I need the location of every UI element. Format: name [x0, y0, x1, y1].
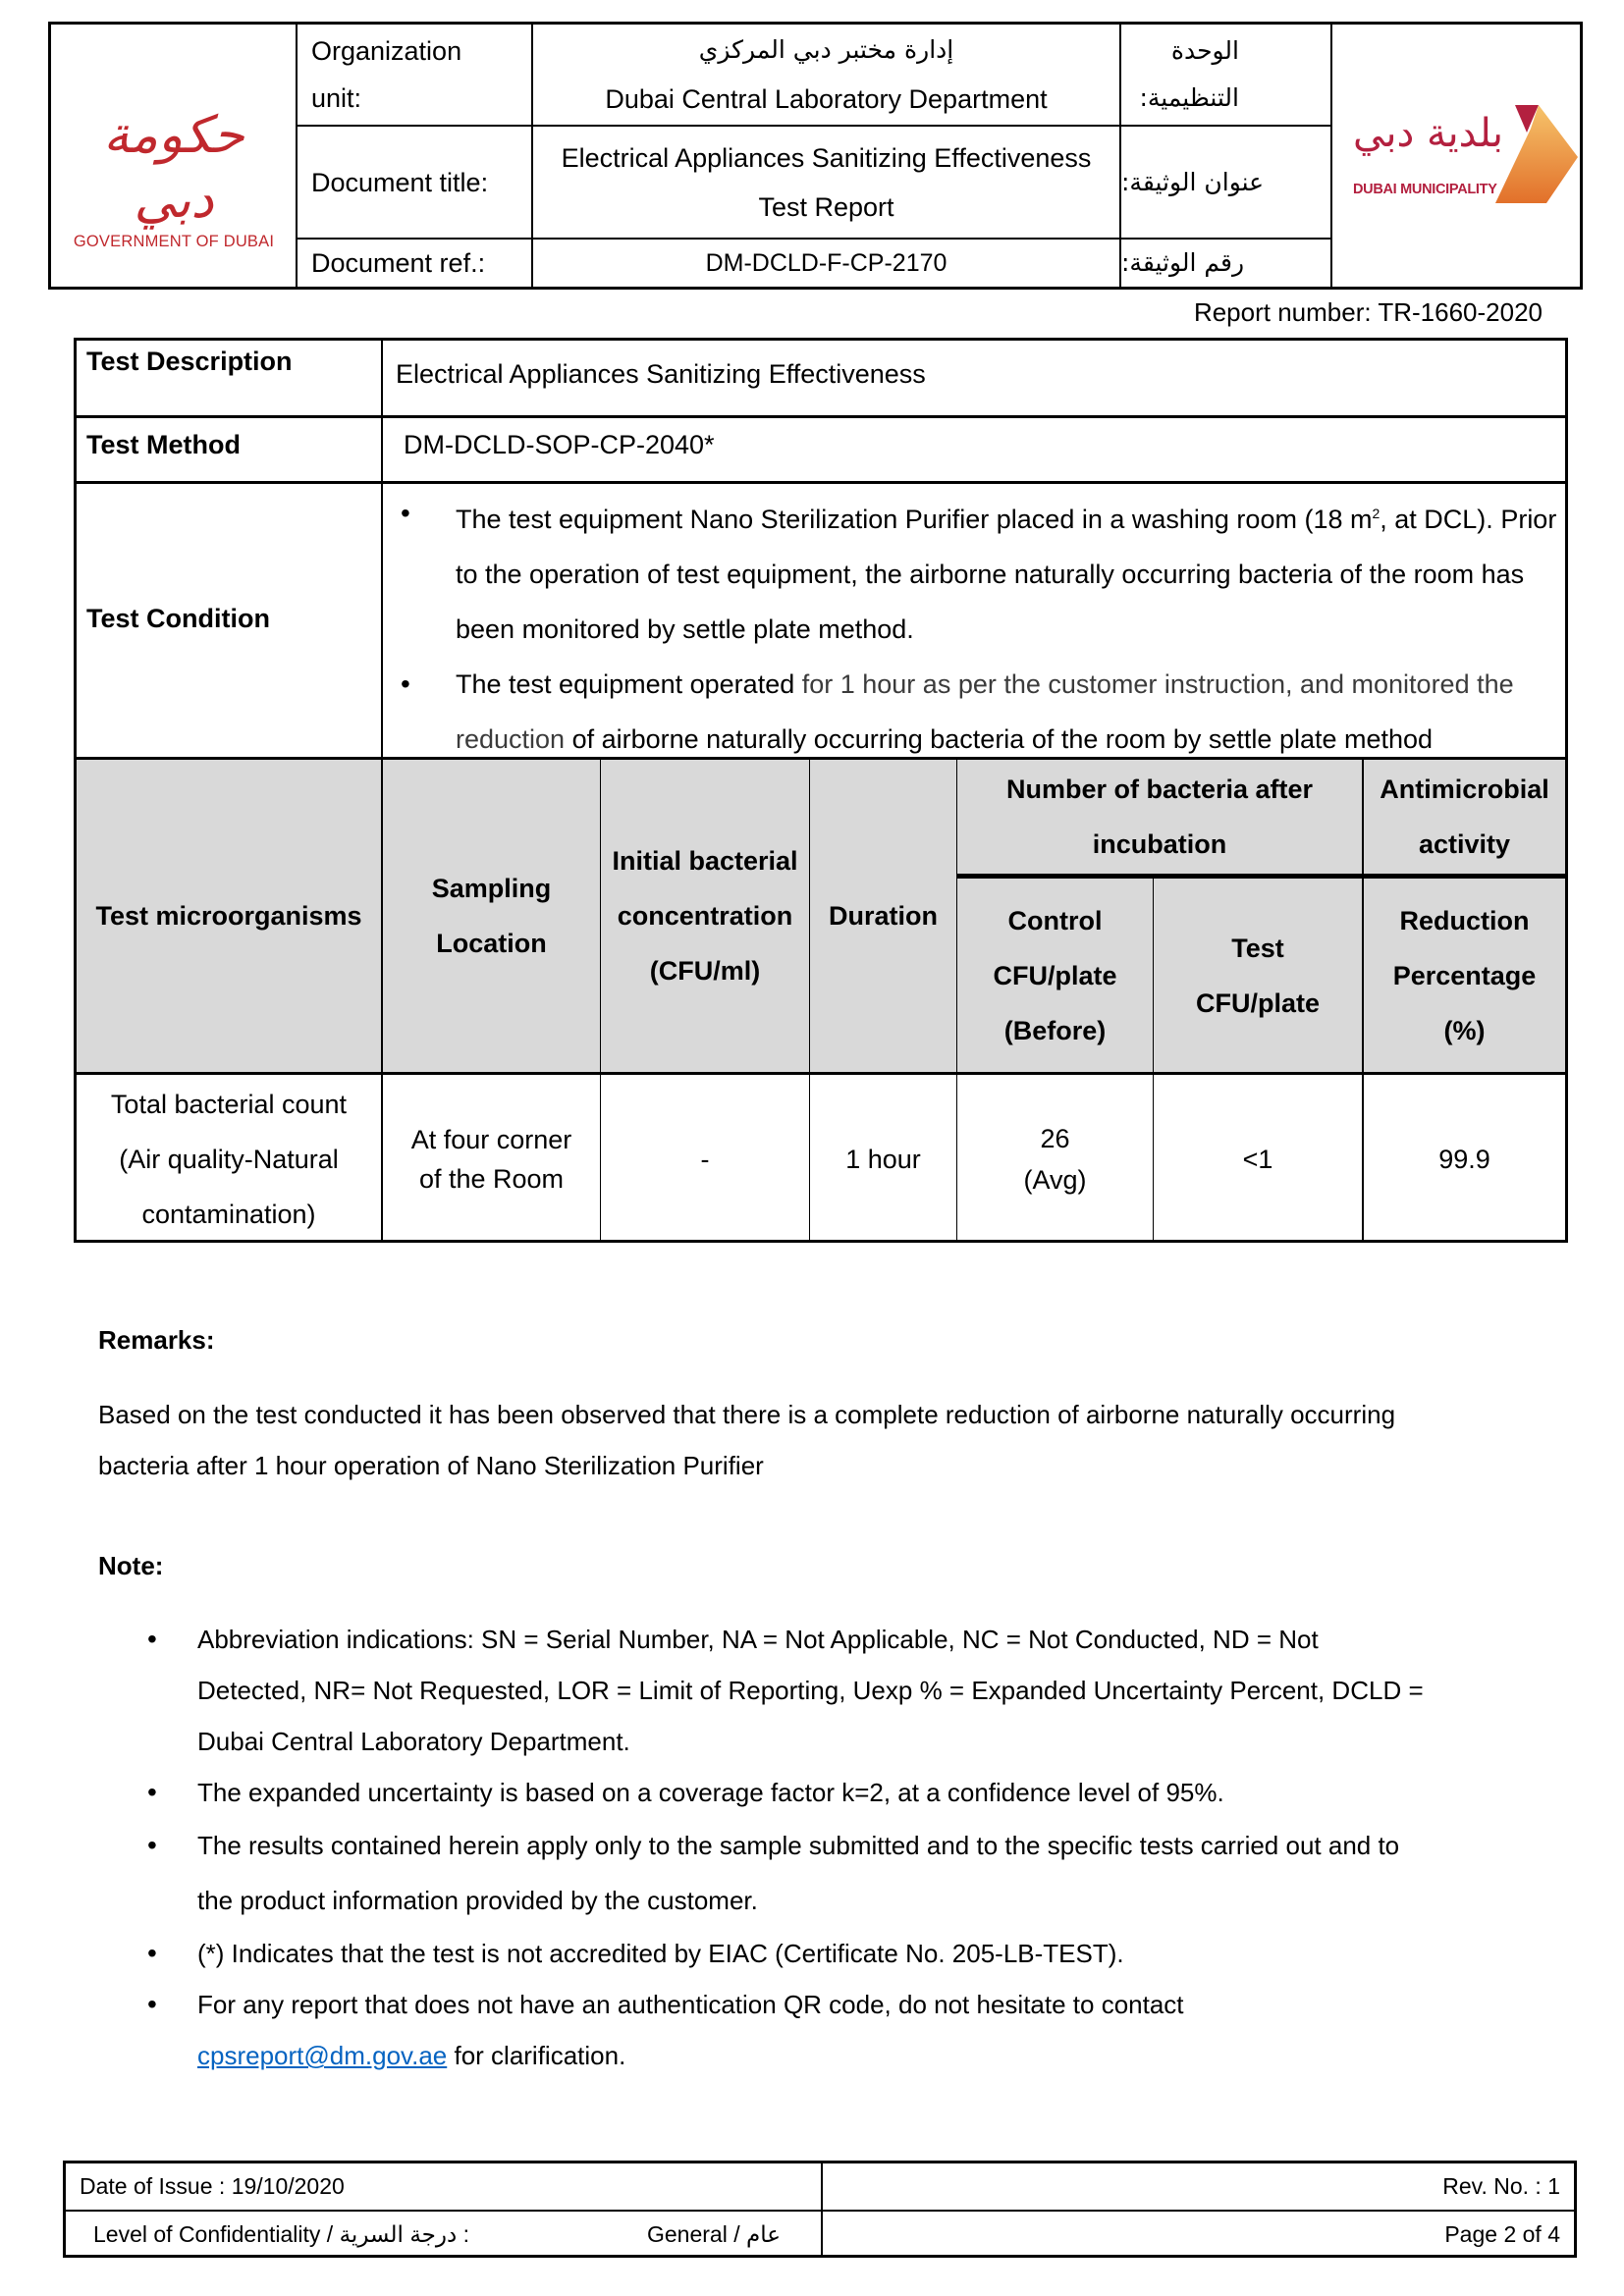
cell-text: 99.9: [1438, 1144, 1490, 1174]
doc-ref-label-cell: [298, 240, 531, 287]
test-method-value: DM-DCLD-SOP-CP-2040*: [404, 430, 715, 459]
doc-title-label-cell: [298, 127, 531, 238]
header-text: Control CFU/plate (Before): [993, 905, 1117, 1045]
doc-title-label-arabic: عنوان الوثيقة:: [1121, 167, 1265, 196]
gov-logo-arabic: حكومة دبي: [103, 106, 244, 230]
org-unit-label-cell: [298, 25, 531, 125]
header-antimicrobial-activity: [1364, 760, 1565, 874]
test-description-label: Test Description: [86, 347, 293, 376]
divider: [77, 415, 1565, 418]
contact-text: For any report that does not have an authentication QR code, do not hesitate to contact: [197, 1990, 1184, 2019]
org-unit-value-arabic: إدارة مختبر دبي المركزي: [698, 35, 954, 64]
doc-ref-value: DM-DCLD-F-CP-2170: [705, 249, 947, 277]
header-control: [957, 879, 1153, 1072]
cell-text: -: [700, 1144, 710, 1174]
header-duration: [810, 760, 956, 1072]
table-row-cell-location: [383, 1075, 600, 1243]
test-condition-item: [395, 486, 1563, 657]
header-text: Sampling Location: [431, 874, 552, 958]
doc-title-label: Document title:: [311, 167, 489, 197]
header-text: Initial bacterial concentration (CFU/ml): [612, 846, 798, 986]
divider: [77, 481, 1565, 484]
doc-title-value-cell: [533, 127, 1119, 238]
dubai-municipality-logo: [1345, 93, 1581, 211]
header-initial-concentration: [601, 760, 809, 1072]
dm-logo-english: DUBAI MUNICIPALITY: [1353, 182, 1497, 197]
superscript: 2: [1372, 506, 1380, 521]
org-unit-value-english: Dubai Central Laboratory Department: [605, 84, 1048, 114]
note-item: • Abbreviation indications: SN = Serial Number, NA = Not Applicable, NC = Not Conducted, ND = Not Detected, NR= Not Requested, LOR = Limit of Reporting, Uexp % = Expanded Uncertainty Percent, DCLD = Dubai Central Laboratory Department.: [147, 1614, 1424, 1767]
divider: [1330, 25, 1332, 287]
header-sampling-location: [383, 760, 600, 1072]
note-item: • (*) Indicates that the test is not accredited by EIAC (Certificate No. 205-LB-TEST).: [147, 1928, 1424, 1979]
government-of-dubai-logo: [61, 103, 287, 250]
contact-email-link[interactable]: cpsreport@dm.gov.ae: [197, 2041, 448, 2070]
doc-title-line2: Test Report: [758, 191, 894, 222]
doc-ref-label-arabic: رقم الوثيقة:: [1121, 248, 1245, 277]
doc-ref-value-cell: [533, 240, 1119, 287]
gov-logo-english: GOVERNMENT OF DUBAI: [73, 233, 275, 250]
dm-logo-arabic: بلدية دبي: [1353, 111, 1503, 156]
note-heading: Note:: [98, 1551, 164, 1580]
condition-text: of airborne naturally occurring bacteria of the room by settle plate method: [565, 724, 1434, 754]
note-item: • The expanded uncertainty is based on a coverage factor k=2, at a confidence level of 95%.: [147, 1767, 1424, 1818]
test-description-value: Electrical Appliances Sanitizing Effectiveness: [396, 359, 926, 389]
report-number: Report number: TR-1660-2020: [1193, 297, 1543, 327]
header-bacteria-after-incubation: [957, 760, 1362, 874]
header-text: Test CFU/plate: [1195, 933, 1320, 1018]
org-unit-label: Organization unit:: [311, 36, 462, 113]
cell-text: (Avg): [1023, 1164, 1087, 1195]
header-reduction-percentage: [1364, 879, 1565, 1072]
dm-chevron-icon: [1488, 103, 1586, 211]
cell-text: 26: [1040, 1123, 1070, 1153]
remarks-text: Based on the test conducted it has been observed that there is a complete reduction of airborne naturally occurring bacteria after 1 hour operation of Nano Sterilization Purifier: [98, 1400, 1396, 1480]
cell-text: <1: [1242, 1144, 1273, 1174]
table-row-cell-initial-concentration: [601, 1075, 809, 1243]
condition-text: Prior to the operation of test equipment, the airborne naturally occurring bacteria of the room has been monitored by settle plate method.: [456, 505, 1557, 644]
condition-text: , at DCL).: [1380, 505, 1493, 534]
condition-text: The test equipment operated: [456, 669, 802, 699]
header-text: Reduction Percentage (%): [1392, 905, 1537, 1045]
cell-text: 1 hour: [845, 1144, 921, 1174]
header-test: [1154, 879, 1362, 1072]
note-item: • The results contained herein apply only to the sample submitted and to the specific tests carried out and to the product information provided by the customer.: [147, 1818, 1424, 1928]
org-unit-value-cell: [533, 25, 1119, 125]
test-condition-label: Test Condition: [86, 604, 270, 633]
confidentiality-label: Level of Confidentiality / درجة السرية :: [93, 2221, 470, 2247]
revision-number: Rev. No. : 1: [1442, 2173, 1560, 2199]
document-footer-table: [63, 2161, 1577, 2258]
table-row-cell-control: [957, 1075, 1153, 1243]
table-row-cell-duration: [810, 1075, 956, 1243]
doc-ref-label-arabic-cell: [1121, 240, 1330, 287]
cell-text: Total bacterial count (Air quality-Natural contamination): [110, 1089, 348, 1229]
confidentiality-value: General / عام: [647, 2221, 781, 2247]
doc-ref-label: Document ref.:: [311, 248, 486, 278]
table-row-cell-microorganism: [77, 1075, 381, 1243]
test-report-table: [74, 338, 1568, 1243]
table-row-cell-reduction: [1364, 1075, 1565, 1243]
condition-text: The test equipment Nano Sterilization Purifier placed in a washing room (18 m: [456, 505, 1373, 534]
doc-title-label-arabic-cell: [1121, 127, 1330, 238]
doc-title-line1: Electrical Appliances Sanitizing Effectiveness: [561, 142, 1092, 173]
date-of-issue: Date of Issue : 19/10/2020: [80, 2173, 345, 2199]
test-method-label: Test Method: [86, 430, 241, 459]
header-text: Antimicrobial activity: [1380, 774, 1549, 859]
header-text: Test microorganisms: [95, 901, 362, 931]
org-unit-label-arabic-cell: [1121, 25, 1330, 125]
test-condition-list: [395, 486, 1563, 767]
notes-list: [147, 1614, 1424, 2081]
header-text: Number of bacteria after incubation: [1005, 774, 1314, 859]
header-test-microorganisms: [77, 760, 381, 1072]
page-number: Page 2 of 4: [1444, 2221, 1560, 2247]
table-row-cell-test: [1154, 1075, 1362, 1243]
header-text: Duration: [829, 901, 938, 931]
condition-text-gray: for 1 hour as per the customer instruction, and monitored the reduction: [456, 669, 1514, 754]
org-unit-label-arabic: الوحدة التنظيمية:: [1139, 36, 1239, 112]
cell-text: At four corner of the Room: [410, 1124, 572, 1194]
remarks-heading: Remarks:: [98, 1325, 215, 1355]
note-item-contact: [147, 1979, 1424, 2081]
test-condition-item: [395, 657, 1563, 767]
contact-suffix: for clarification.: [447, 2041, 626, 2070]
document-header-table: [48, 22, 1583, 290]
